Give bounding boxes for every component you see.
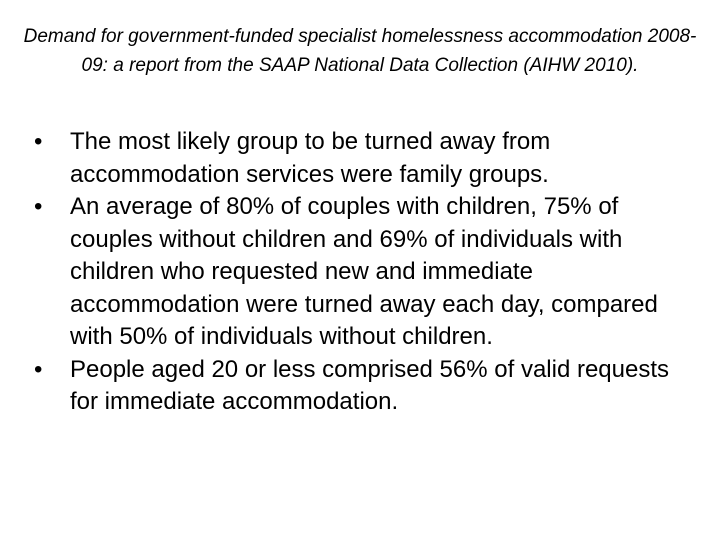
bullet-icon: •	[34, 355, 43, 383]
bullet-text: The most likely group to be turned away from accommodation services were family groups.	[70, 128, 551, 188]
bullet-icon: •	[34, 193, 43, 220]
bullet-list	[34, 126, 684, 419]
bullet-item-family-groups	[34, 126, 684, 191]
bullet-icon: •	[34, 128, 43, 155]
slide-title: Demand for government-funded specialist homelessness accommodation 2008-09: a report from the SAAP National Data Collection (AIHW 2010).	[23, 26, 697, 76]
bullet-text: People aged 20 or less comprised 56% of valid requests for immediate accommodation.	[70, 355, 670, 415]
bullet-item-age-requests	[34, 354, 684, 419]
bullet-text: An average of 80% of couples with children, 75% of couples without children and 69% of individuals with children who requested new and immediate accommodation were turned away each day, compared with 50% of individuals without children.	[70, 193, 658, 350]
bullet-item-turned-away-rates	[34, 191, 684, 354]
